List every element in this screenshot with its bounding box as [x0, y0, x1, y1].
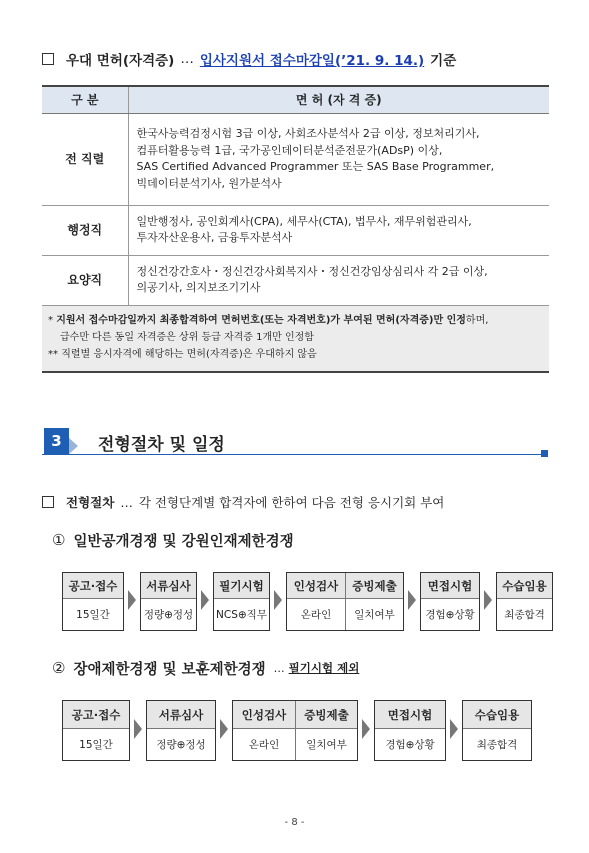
table-row	[42, 113, 549, 205]
basis-text: 기준	[430, 53, 457, 69]
step-body: 온라인	[248, 739, 280, 751]
process-step	[374, 700, 446, 761]
step-body: 15일간	[79, 739, 113, 751]
track-2-title: 장애제한경쟁 및 보훈제한경쟁	[73, 661, 266, 678]
step-body: NCS⊕직무	[216, 609, 267, 621]
step-body: 일치여부	[306, 739, 347, 751]
process-step	[420, 572, 480, 631]
preferred-license-heading	[42, 48, 456, 70]
step-body: 일치여부	[354, 609, 395, 621]
header-category: 구 분	[42, 86, 128, 113]
arrow-right-icon	[408, 590, 416, 610]
step-head: 필기시험	[214, 573, 269, 599]
table-notes	[42, 305, 549, 372]
table-row	[42, 255, 549, 305]
process-step	[462, 700, 532, 761]
step-body: 경험⊕상황	[425, 609, 475, 621]
arrow-right-icon	[450, 719, 458, 739]
note-1-rest: 하며,	[465, 314, 489, 326]
row-category: 행정직	[42, 205, 128, 255]
circled-number-1: ①	[52, 531, 66, 549]
track-1-process	[62, 572, 553, 631]
step-head: 증빙제출	[346, 573, 403, 599]
step-head: 면접시험	[421, 573, 479, 599]
process-step	[213, 572, 270, 631]
arrow-right-icon	[362, 719, 370, 739]
row-category: 전 직렬	[42, 113, 128, 205]
page-number: - 8 -	[284, 817, 305, 828]
section-number-badge: 3	[44, 428, 69, 454]
arrow-right-icon	[128, 590, 136, 610]
ellipsis: …	[180, 51, 194, 67]
section-divider	[42, 454, 546, 455]
license-line: 컴퓨터활용능력 1급, 국가공인데이터분석준전문가(ADsP) 이상,	[136, 143, 443, 157]
deadline-date-text: 입사지원서 접수마감일(’21. 9. 14.)	[199, 53, 425, 69]
arrow-right-icon	[484, 590, 492, 610]
track-1-heading	[52, 528, 294, 552]
step-head: 공고·접수	[63, 701, 129, 729]
process-step	[140, 572, 197, 631]
arrow-right-icon	[274, 590, 282, 610]
step-head: 면접시험	[375, 701, 445, 729]
arrow-right-icon	[201, 590, 209, 610]
table-notes-row	[42, 305, 549, 372]
arrow-right-icon	[134, 719, 142, 739]
process-step	[62, 700, 130, 761]
section-triangle-icon	[69, 438, 78, 454]
step-head: 수습임용	[497, 573, 552, 599]
ellipsis: …	[120, 494, 133, 510]
step-head: 수습임용	[463, 701, 531, 729]
step-head: 인성검사	[287, 573, 345, 599]
process-step	[146, 700, 216, 761]
step-body: 정량⊕정성	[143, 609, 194, 621]
license-line: 한국사능력검정시험 3급 이상, 사회조사분석사 2급 이상, 정보처리기사,	[136, 127, 480, 140]
license-line: 의공기사, 의지보조기기사	[136, 281, 261, 294]
step-body: 경험⊕상황	[385, 739, 435, 751]
step-head: 서류심사	[141, 573, 196, 599]
note-1-line2: 급수만 다른 동일 자격증은 상위 등급 자격증 1개만 인정함	[60, 331, 314, 343]
section-3-heading	[42, 428, 549, 458]
license-line: 일반행정사, 공인회계사(CPA), 세무사(CTA), 법무사, 재무위험관리사,	[136, 214, 472, 228]
license-line: 빅데이터분석기사, 원가분석사	[136, 176, 282, 190]
track-1-title: 일반공개경쟁 및 강원인재제한경쟁	[73, 533, 294, 550]
step-head: 공고·접수	[63, 573, 123, 599]
license-line: 정신건강간호사・정신건강사회복지사・정신건강임상심리사 각 2급 이상,	[136, 264, 488, 278]
step-body: 온라인	[300, 609, 332, 621]
exclusion-note: 필기시험 제외	[288, 661, 360, 675]
track-2-heading	[52, 656, 359, 680]
step-head: 서류심사	[147, 701, 215, 729]
row-category: 요양직	[42, 255, 128, 305]
note-2-text: 직렬별 응시자격에 해당하는 면허(자격증)은 우대하지 않음	[61, 348, 317, 360]
note-1-bold: 지원서 접수마감일까지 최종합격하여 면허번호(또는 자격번호)가 부여된 면허(자격증)만 인정	[56, 314, 466, 326]
process-step	[496, 572, 553, 631]
row-licenses	[128, 255, 549, 305]
procedure-description: 각 전형단계별 합격자에 한하여 다음 전형 응시기회 부여	[138, 495, 445, 510]
license-line: SAS Certified Advanced Programmer 또는 SAS Base Programmer,	[136, 160, 495, 173]
table-header-row	[42, 86, 549, 113]
process-step	[286, 572, 404, 631]
section-3-title: 전형절차 및 일정	[98, 435, 225, 455]
track-2-process	[62, 700, 532, 761]
row-licenses	[128, 113, 549, 205]
step-body: 15일간	[76, 609, 110, 621]
step-body: 최종합격	[476, 739, 518, 751]
checkbox-square-icon	[42, 53, 54, 65]
note-1	[48, 312, 541, 329]
step-head: 인성검사	[233, 701, 295, 729]
note-mark: *	[48, 314, 53, 326]
license-line: 투자자산운용사, 금융투자분석사	[136, 231, 293, 244]
process-step	[232, 700, 358, 761]
row-licenses	[128, 205, 549, 255]
process-step	[62, 572, 124, 631]
procedure-intro	[42, 491, 444, 513]
step-body: 정량⊕정성	[156, 739, 206, 751]
checkbox-square-icon	[42, 496, 54, 508]
header-license: 면 허 (자 격 증)	[128, 86, 549, 113]
step-body: 최종합격	[504, 609, 545, 621]
note-2	[48, 346, 541, 363]
divider-end-square-icon	[541, 450, 548, 457]
arrow-right-icon	[220, 719, 228, 739]
procedure-title: 전형절차	[66, 495, 115, 510]
step-head: 증빙제출	[296, 701, 357, 729]
preferred-license-title: 우대 면허(자격증)	[66, 53, 175, 69]
note-mark: **	[48, 348, 58, 360]
circled-number-2: ②	[52, 659, 66, 677]
table-row	[42, 205, 549, 255]
license-table	[42, 85, 549, 373]
ellipsis: …	[273, 661, 285, 675]
